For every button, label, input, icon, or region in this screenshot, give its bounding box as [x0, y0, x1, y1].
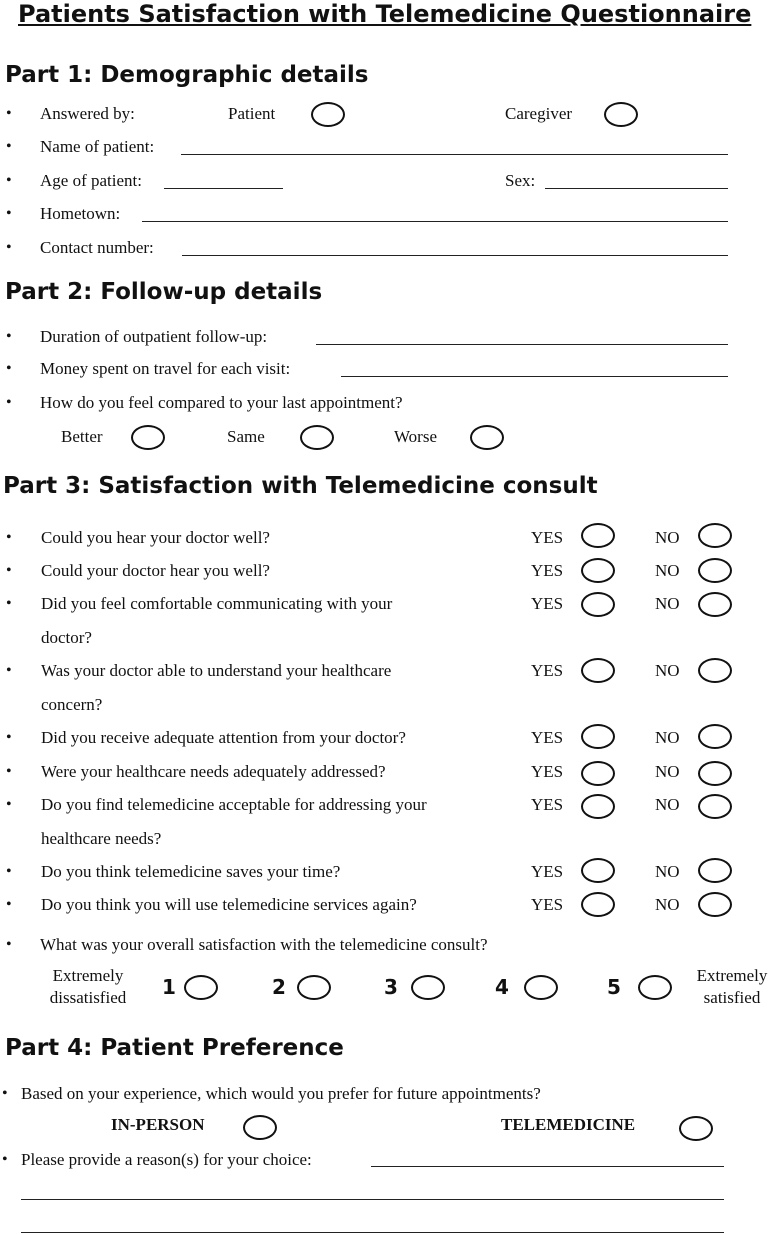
- no-label: NO: [655, 528, 680, 547]
- yes-label: YES: [531, 795, 564, 814]
- q1-yes-radio[interactable]: [581, 523, 615, 548]
- part2-heading: Part 2: Follow-up details: [5, 279, 323, 305]
- bullet: •: [6, 562, 12, 579]
- bullet: •: [2, 1151, 8, 1168]
- bullet: •: [6, 896, 12, 913]
- bullet: •: [6, 796, 12, 813]
- bullet: •: [6, 863, 12, 880]
- reason-field-line1[interactable]: [371, 1166, 724, 1167]
- scale-2-radio[interactable]: [297, 975, 331, 1000]
- reason-label: Please provide a reason(s) for your choice:: [21, 1150, 312, 1169]
- question-text: Could you hear your doctor well?: [41, 528, 270, 547]
- no-label: NO: [655, 661, 680, 680]
- yes-label: YES: [531, 862, 564, 881]
- scale-1-radio[interactable]: [184, 975, 218, 1000]
- bullet: •: [2, 1085, 8, 1102]
- ext-sat-line2: satisfied: [703, 988, 761, 1007]
- bullet: •: [6, 205, 12, 222]
- q1-no-radio[interactable]: [698, 523, 732, 548]
- reason-field-line3[interactable]: [21, 1232, 724, 1233]
- ext-dis-line2: dissatisfied: [49, 988, 127, 1007]
- scale-5-radio[interactable]: [638, 975, 672, 1000]
- no-label: NO: [655, 762, 680, 781]
- sex-label: Sex:: [505, 171, 536, 190]
- overall-question: What was your overall satisfaction with the telemedicine consult?: [40, 935, 488, 954]
- contact-field[interactable]: [182, 255, 728, 256]
- contact-label: Contact number:: [40, 238, 154, 257]
- yes-label: YES: [531, 661, 564, 680]
- bullet: •: [6, 595, 12, 612]
- yes-label: YES: [531, 762, 564, 781]
- no-label: NO: [655, 795, 680, 814]
- scale-4-radio[interactable]: [524, 975, 558, 1000]
- q6-yes-radio[interactable]: [581, 761, 615, 786]
- question-text-cont: doctor?: [41, 628, 92, 647]
- bullet: •: [6, 239, 12, 256]
- bullet: •: [6, 328, 12, 345]
- answered-by-label: Answered by:: [40, 104, 135, 123]
- hometown-label: Hometown:: [40, 204, 121, 223]
- scale-3-radio[interactable]: [411, 975, 445, 1000]
- q7-yes-radio[interactable]: [581, 794, 615, 819]
- name-field[interactable]: [181, 154, 728, 155]
- part1-heading: Part 1: Demographic details: [5, 62, 369, 88]
- q5-no-radio[interactable]: [698, 724, 732, 749]
- scale-number: 2: [272, 975, 286, 999]
- bullet: •: [6, 662, 12, 679]
- question-text: Do you think telemedicine saves your time?: [41, 862, 341, 881]
- yes-label: YES: [531, 594, 564, 613]
- worse-radio[interactable]: [470, 425, 504, 450]
- q2-no-radio[interactable]: [698, 558, 732, 583]
- same-radio[interactable]: [300, 425, 334, 450]
- q9-yes-radio[interactable]: [581, 892, 615, 917]
- part4-heading: Part 4: Patient Preference: [5, 1035, 344, 1061]
- question-text: Were your healthcare needs adequately addressed?: [41, 762, 386, 781]
- question-text: Do you find telemedicine acceptable for addressing your: [41, 795, 427, 814]
- q2-yes-radio[interactable]: [581, 558, 615, 583]
- reason-field-line2[interactable]: [21, 1199, 724, 1200]
- question-text-cont: healthcare needs?: [41, 829, 162, 848]
- sex-field[interactable]: [545, 188, 728, 189]
- ext-dis-line1: Extremely: [52, 966, 124, 985]
- patient-radio[interactable]: [311, 102, 345, 127]
- question-text: Was your doctor able to understand your healthcare: [41, 661, 392, 680]
- q8-yes-radio[interactable]: [581, 858, 615, 883]
- no-label: NO: [655, 895, 680, 914]
- no-label: NO: [655, 594, 680, 613]
- q5-yes-radio[interactable]: [581, 724, 615, 749]
- duration-label: Duration of outpatient follow-up:: [40, 327, 268, 346]
- bullet: •: [6, 360, 12, 377]
- question-text: Could your doctor hear you well?: [41, 561, 270, 580]
- q3-no-radio[interactable]: [698, 592, 732, 617]
- money-field[interactable]: [341, 376, 728, 377]
- yes-label: YES: [531, 728, 564, 747]
- patient-option-label: Patient: [228, 104, 276, 123]
- feel-question: How do you feel compared to your last appointment?: [40, 393, 403, 412]
- better-label: Better: [61, 427, 103, 446]
- in-person-label: IN-PERSON: [111, 1115, 205, 1134]
- duration-field[interactable]: [316, 344, 728, 345]
- no-label: NO: [655, 561, 680, 580]
- question-text: Did you feel comfortable communicating with your: [41, 594, 393, 613]
- q3-yes-radio[interactable]: [581, 592, 615, 617]
- q4-no-radio[interactable]: [698, 658, 732, 683]
- q8-no-radio[interactable]: [698, 858, 732, 883]
- scale-number: 5: [607, 975, 621, 999]
- part3-heading: Part 3: Satisfaction with Telemedicine consult: [3, 473, 598, 499]
- age-label: Age of patient:: [40, 171, 142, 190]
- in-person-radio[interactable]: [243, 1115, 277, 1140]
- bullet: •: [6, 172, 12, 189]
- page-title: Patients Satisfaction with Telemedicine Questionnaire: [18, 0, 752, 28]
- q7-no-radio[interactable]: [698, 794, 732, 819]
- caregiver-radio[interactable]: [604, 102, 638, 127]
- yes-label: YES: [531, 895, 564, 914]
- ext-sat-line1: Extremely: [696, 966, 768, 985]
- no-label: NO: [655, 728, 680, 747]
- caregiver-option-label: Caregiver: [505, 104, 573, 123]
- yes-label: YES: [531, 528, 564, 547]
- same-label: Same: [227, 427, 265, 446]
- money-label: Money spent on travel for each visit:: [40, 359, 291, 378]
- bullet: •: [6, 138, 12, 155]
- bullet: •: [6, 936, 12, 953]
- age-field[interactable]: [164, 188, 283, 189]
- q6-no-radio[interactable]: [698, 761, 732, 786]
- question-text: Did you receive adequate attention from your doctor?: [41, 728, 406, 747]
- bullet: •: [6, 729, 12, 746]
- scale-number: 4: [495, 975, 509, 999]
- bullet: •: [6, 529, 12, 546]
- yes-label: YES: [531, 561, 564, 580]
- q4-yes-radio[interactable]: [581, 658, 615, 683]
- hometown-field[interactable]: [142, 221, 728, 222]
- extremely-dissatisfied-label: [38, 965, 138, 1009]
- extremely-satisfied-label: [686, 965, 777, 1009]
- scale-number: 3: [384, 975, 398, 999]
- question-text: Do you think you will use telemedicine services again?: [41, 895, 417, 914]
- telemedicine-radio[interactable]: [679, 1116, 713, 1141]
- no-label: NO: [655, 862, 680, 881]
- scale-number: 1: [162, 975, 176, 999]
- question-text-cont: concern?: [41, 695, 103, 714]
- bullet: •: [6, 394, 12, 411]
- q9-no-radio[interactable]: [698, 892, 732, 917]
- bullet: •: [6, 763, 12, 780]
- telemedicine-label: TELEMEDICINE: [501, 1115, 636, 1134]
- better-radio[interactable]: [131, 425, 165, 450]
- name-label: Name of patient:: [40, 137, 155, 156]
- worse-label: Worse: [394, 427, 438, 446]
- prefer-question: Based on your experience, which would you prefer for future appointments?: [21, 1084, 541, 1103]
- bullet: •: [6, 105, 12, 122]
